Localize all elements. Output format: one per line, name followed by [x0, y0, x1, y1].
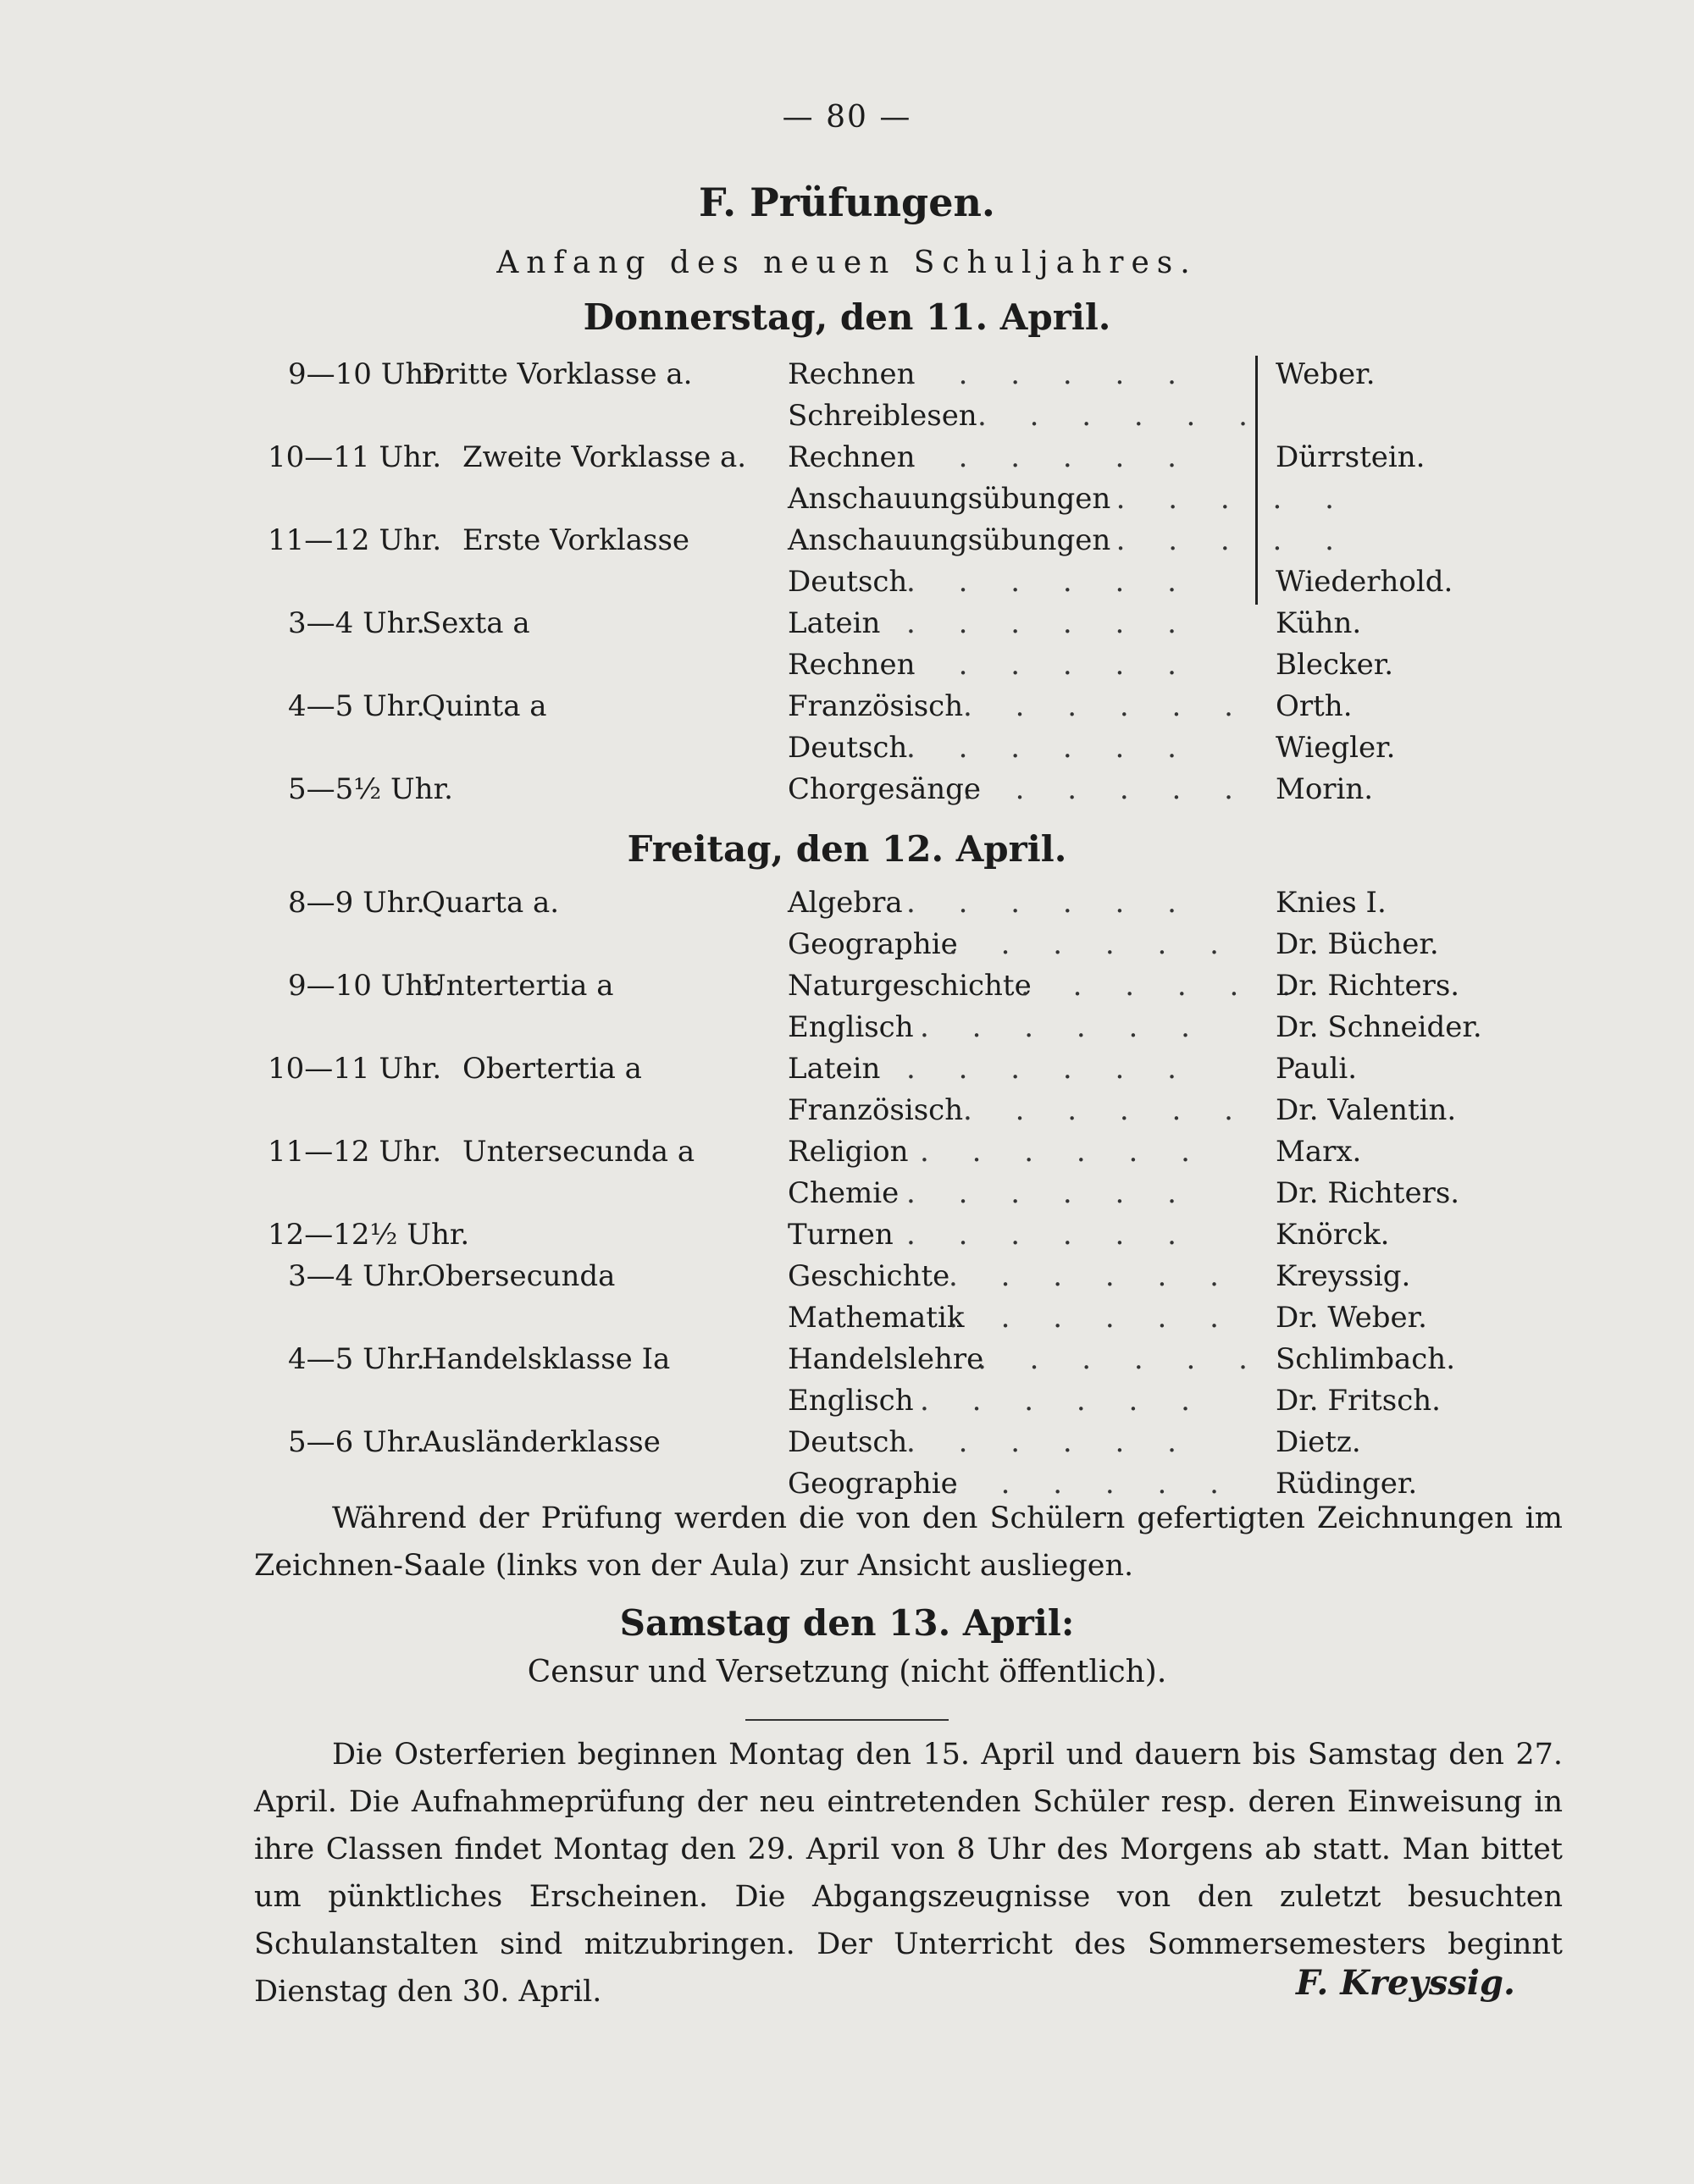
day-heading-saturday: Samstag den 13. April:: [619, 1602, 1075, 1644]
subject: Naturgeschichte: [788, 969, 1032, 1003]
schedule-row: [0, 882, 1694, 923]
schedule-row: [0, 354, 1694, 395]
leader-dots: . . . . . .: [906, 1218, 1193, 1252]
schedule-row: [0, 1422, 1694, 1462]
class-name: Obertertia a: [462, 1052, 642, 1086]
subject: Latein: [788, 606, 881, 640]
subject: Mathematik: [788, 1301, 965, 1335]
exam-time: 5—6 Uhr.: [288, 1425, 425, 1459]
signature: F. Kreyssig.: [1296, 1963, 1515, 2003]
schedule-row: [0, 965, 1694, 1006]
examiner: Dr. Richters.: [1276, 969, 1460, 1003]
subject: Handelslehre: [788, 1342, 984, 1376]
examiner: Orth.: [1276, 689, 1353, 723]
subject: Deutsch: [788, 1425, 908, 1459]
class-name: Handelsklasse Ia: [422, 1342, 671, 1376]
day-heading-friday: Freitag, den 12. April.: [627, 828, 1067, 870]
examiner: Pauli.: [1276, 1052, 1358, 1086]
exam-time: 10—11 Uhr.: [268, 1052, 442, 1086]
schedule-row: [0, 1090, 1694, 1131]
examiner: Knies I.: [1276, 886, 1387, 920]
saturday-note: Censur und Versetzung (nicht öffentlich).: [527, 1655, 1167, 1689]
examiner: Wiederhold.: [1276, 565, 1453, 599]
leader-dots: . . . . . .: [906, 357, 1193, 391]
class-name: Untertertia a: [422, 969, 614, 1003]
leader-dots: . . . . . .: [906, 731, 1193, 765]
subject: Turnen: [788, 1218, 894, 1252]
schedule-row: [0, 478, 1694, 519]
schedule-row: [0, 437, 1694, 478]
exam-time: 10—11 Uhr.: [268, 440, 442, 474]
leader-dots: . . . . . .: [963, 772, 1250, 806]
subject: Religion: [788, 1135, 909, 1169]
examiner: Rüdinger.: [1276, 1467, 1418, 1501]
examiner: Dr. Fritsch.: [1276, 1384, 1441, 1418]
subject: Anschauungsübungen: [788, 482, 1111, 516]
schedule-row: [0, 1214, 1694, 1255]
leader-dots: . . . . . .: [1064, 523, 1351, 557]
examiner: Wiegler.: [1276, 731, 1396, 765]
schedule-row: [0, 1007, 1694, 1048]
subject: Englisch: [788, 1384, 914, 1418]
drawings-note: [254, 1495, 1563, 1590]
schedule-row: [0, 603, 1694, 644]
leader-dots: . . . . . .: [1064, 482, 1351, 516]
examiner: Dürrstein.: [1276, 440, 1426, 474]
examiner: Dr. Bücher.: [1276, 927, 1439, 961]
exam-time: 8—9 Uhr.: [288, 886, 425, 920]
leader-dots: . . . . . .: [906, 648, 1193, 682]
examiner: Dr. Richters.: [1276, 1176, 1460, 1210]
divider-rule: [745, 1719, 949, 1721]
examiner: Dr. Weber.: [1276, 1301, 1427, 1335]
subject: Schreiblesen: [788, 399, 977, 433]
schedule-row: [0, 1048, 1694, 1089]
examiner: Blecker.: [1276, 648, 1394, 682]
schedule-row: [0, 1339, 1694, 1380]
subject: Algebra: [788, 886, 903, 920]
subject: Geographie: [788, 927, 958, 961]
exam-time: 5—5½ Uhr.: [288, 772, 453, 806]
examiner: Weber.: [1276, 357, 1376, 391]
class-name: Ausländerklasse: [422, 1425, 661, 1459]
leader-dots: . . . . . .: [949, 1467, 1236, 1501]
examiner: Dr. Schneider.: [1276, 1010, 1482, 1044]
page-number: — 80 —: [782, 100, 912, 135]
leader-dots: . . . . . .: [920, 1384, 1207, 1418]
schedule-row: [0, 769, 1694, 810]
schedule-row: [0, 1131, 1694, 1172]
subject: Rechnen: [788, 648, 916, 682]
class-name: Quarta a.: [422, 886, 560, 920]
leader-dots: . . . . . .: [920, 1010, 1207, 1044]
class-name: Untersecunda a: [462, 1135, 695, 1169]
schedule-row: [0, 1173, 1694, 1214]
subtitle: Anfang des neuen Schuljahres.: [496, 246, 1198, 280]
subject: Latein: [788, 1052, 881, 1086]
leader-dots: . . . . . .: [977, 1342, 1265, 1376]
subject: Französisch: [788, 689, 964, 723]
leader-dots: . . . . . .: [906, 1425, 1193, 1459]
leader-dots: . . . . . .: [1021, 969, 1308, 1003]
subject: Französisch: [788, 1093, 964, 1127]
examiner: Morin.: [1276, 772, 1374, 806]
subject: Rechnen: [788, 440, 916, 474]
day-heading-thursday: Donnerstag, den 11. April.: [583, 296, 1111, 338]
schedule-row: [0, 644, 1694, 685]
subject: Chorgesänge: [788, 772, 982, 806]
exam-time: 4—5 Uhr.: [288, 1342, 425, 1376]
schedule-row: [0, 727, 1694, 768]
exam-time: 12—12½ Uhr.: [268, 1218, 470, 1252]
leader-dots: . . . . . .: [906, 1052, 1193, 1086]
exam-time: 4—5 Uhr.: [288, 689, 425, 723]
leader-dots: . . . . . .: [963, 689, 1250, 723]
schedule-row: [0, 561, 1694, 602]
leader-dots: . . . . . .: [906, 886, 1193, 920]
leader-dots: . . . . . .: [906, 565, 1193, 599]
subject: Deutsch: [788, 565, 908, 599]
leader-dots: . . . . . .: [906, 1176, 1193, 1210]
class-name: Erste Vorklasse: [462, 523, 690, 557]
schedule-row: [0, 1256, 1694, 1297]
leader-dots: . . . . . .: [949, 1301, 1236, 1335]
schedule-row: [0, 520, 1694, 561]
schedule-row: [0, 686, 1694, 727]
leader-dots: . . . . . .: [906, 606, 1193, 640]
schedule-row: [0, 1297, 1694, 1338]
examiner: Marx.: [1276, 1135, 1362, 1169]
class-name: Sexta a: [422, 606, 530, 640]
subject: Rechnen: [788, 357, 916, 391]
schedule-row: [0, 395, 1694, 436]
examiner: Dietz.: [1276, 1425, 1361, 1459]
examiner: Knörck.: [1276, 1218, 1390, 1252]
leader-dots: . . . . . .: [906, 440, 1193, 474]
exam-time: 9—10 Uhr.: [288, 969, 444, 1003]
exam-time: 3—4 Uhr.: [288, 1259, 425, 1293]
examiner: Kreyssig.: [1276, 1259, 1411, 1293]
class-name: Obersecunda: [422, 1259, 616, 1293]
leader-dots: . . . . . .: [977, 399, 1265, 433]
subject: Chemie: [788, 1176, 900, 1210]
leader-dots: . . . . . .: [949, 1259, 1236, 1293]
class-name: Dritte Vorklasse a.: [422, 357, 693, 391]
subject: Englisch: [788, 1010, 914, 1044]
examiner: Kühn.: [1276, 606, 1362, 640]
leader-dots: . . . . . .: [920, 1135, 1207, 1169]
exam-time: 11—12 Uhr.: [268, 523, 442, 557]
section-title: F. Prüfungen.: [699, 180, 995, 225]
schedule-row: [0, 924, 1694, 965]
leader-dots: . . . . . .: [949, 927, 1236, 961]
schedule-row: [0, 1380, 1694, 1421]
class-name: Quinta a: [422, 689, 547, 723]
exam-time: 9—10 Uhr.: [288, 357, 444, 391]
closing-paragraph-text: Die Osterferien beginnen Montag den 15. April und dauern bis Samstag den 27. April. Die Aufnahmeprüfung der neu eintretenden Schüler resp. deren Einweisung in ihre Classen findet Montag den 29. April von 8 Uhr des Morgens ab statt. Man bittet um pünktliches Erscheinen. Die Abgangszeugnisse von den zuletzt besuchten Schulanstalten sind mitzubringen. Der Unterricht des Sommersemesters beginnt Dienstag den 30. April.: [254, 1738, 1563, 2009]
subject: Deutsch: [788, 731, 908, 765]
exam-time: 11—12 Uhr.: [268, 1135, 442, 1169]
exam-time: 3—4 Uhr.: [288, 606, 425, 640]
class-name: Zweite Vorklasse a.: [462, 440, 747, 474]
subject: Anschauungsübungen: [788, 523, 1111, 557]
subject: Geographie: [788, 1467, 958, 1501]
subject: Geschichte: [788, 1259, 950, 1293]
examiner: Dr. Valentin.: [1276, 1093, 1457, 1127]
leader-dots: . . . . . .: [963, 1093, 1250, 1127]
examiner: Schlimbach.: [1276, 1342, 1456, 1376]
drawings-note-text: Während der Prüfung werden die von den Schülern gefertigten Zeichnungen im Zeichnen-Saale (links von der Aula) zur Ansicht ausliegen.: [254, 1501, 1563, 1583]
